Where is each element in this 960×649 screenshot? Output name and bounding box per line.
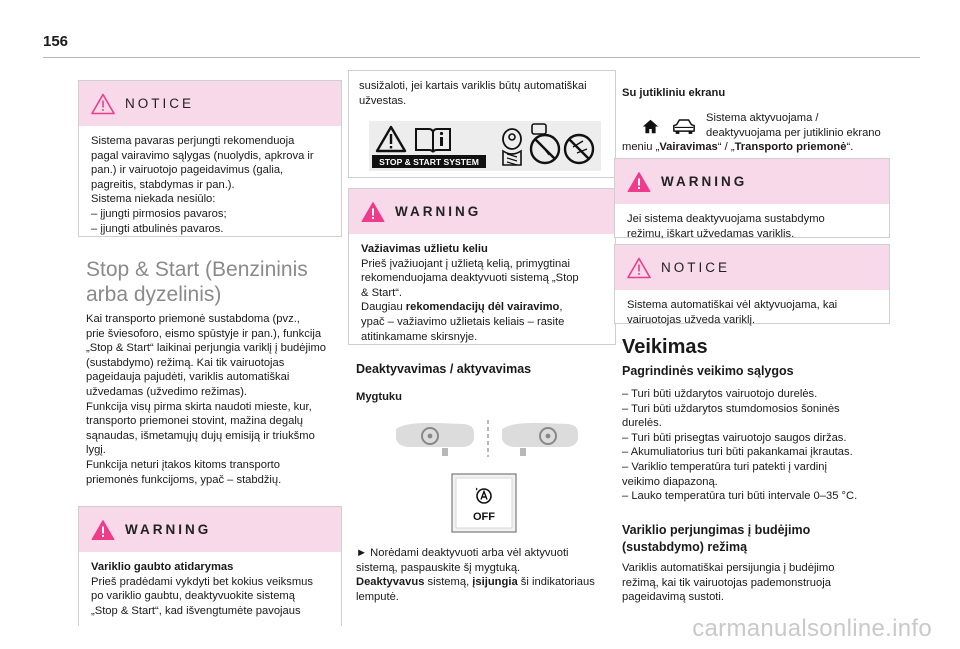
warning-box-hood	[78, 506, 342, 626]
touch-line: Sistema aktyvuojama /	[706, 112, 819, 124]
notice-header	[615, 245, 889, 290]
body-line: užvedamas (užvedimo režimas).	[86, 385, 248, 398]
body-line: Funkcija visų pirma skirta naudoti mieste, kur,	[86, 400, 312, 413]
condition-line: – Turi būti prisegtas vairuotojo saugos diržas.	[622, 431, 847, 444]
warning-icon	[627, 171, 651, 193]
dashboard-right-icon	[502, 423, 578, 456]
text-run-bold: Deaktyvavus	[356, 576, 425, 589]
warning-body	[79, 552, 341, 624]
notice-line: Sistema niekada nesiūlo:	[91, 193, 216, 206]
text-run: sistemą,	[424, 576, 473, 589]
stop-start-system-sign	[369, 121, 601, 171]
notice-line: pagal vairavimo sąlygas (nuolydis, apkrova ir	[91, 149, 314, 162]
body-line: prie šviesoforo, eismo spūstyje ir pan.), funkcija	[86, 327, 322, 340]
warning-line-mixed	[361, 300, 603, 315]
sss-box-text	[359, 79, 587, 108]
sss-line: susižaloti, jei kartais variklis būtų automatiškai	[359, 80, 587, 92]
heading-line: arba dyzelinis)	[86, 283, 222, 306]
notice-line: vairuotojas užveda variklį.	[627, 313, 756, 326]
warning-header	[615, 159, 889, 204]
body-line: Kai transporto priemonė sustabdoma (pvz.,	[86, 313, 300, 325]
warning-title: WARNING	[661, 174, 748, 189]
instruction-line: lemputė.	[356, 590, 399, 603]
off-label: OFF	[473, 511, 495, 523]
notice-body	[615, 290, 889, 333]
stop-start-heading	[86, 257, 308, 307]
warning-line: & Start“.	[361, 286, 403, 299]
notice-box-gears	[78, 80, 342, 237]
text-run: meniu „	[622, 141, 660, 154]
conditions-heading: Pagrindinės veikimo sąlygos	[622, 364, 794, 378]
body-line: „Stop & Start“ laikinai perjungia variklį į budėjimo	[86, 342, 327, 355]
warning-title: WARNING	[125, 522, 212, 537]
warning-line: po variklio gaubtu, deaktyvuokite sistemą	[91, 590, 295, 603]
warning-box-flooded	[348, 188, 616, 345]
condition-line: veikimo diapazoną.	[622, 475, 718, 488]
sign-label: STOP & START SYSTEM	[379, 157, 479, 167]
text-run: ,	[559, 301, 563, 314]
warning-icon	[361, 201, 385, 223]
warning-line: Jei sistema deaktyvuojama sustabdymo	[627, 213, 825, 225]
text-run-bold: įsijungia	[472, 576, 518, 589]
text-run-bold: Transporto priemonė	[734, 141, 847, 154]
conditions-list	[622, 387, 857, 504]
condition-line: – Turi būti uždarytos vairuotojo durelės.	[622, 388, 818, 400]
warning-body	[349, 234, 615, 350]
notice-body	[79, 126, 341, 242]
sss-line: užvestas.	[359, 94, 407, 107]
instruction-line-mixed	[356, 575, 595, 590]
instruction-line: ► Norėdami deaktyvuoti arba vėl aktyvuoti	[356, 547, 569, 559]
text-run-bold: Vairavimas	[659, 141, 718, 154]
warning-line: ypač – važiavimo užlietais keliais – rasite	[361, 315, 565, 328]
warning-bold-line: Variklio gaubto atidarymas	[91, 561, 234, 573]
deactivation-heading: Deaktyvavimas / aktyvavimas	[356, 362, 532, 376]
warning-icon	[91, 519, 115, 541]
warning-line: rekomenduojama deaktyvuoti sistemą „Stop	[361, 272, 579, 285]
warning-header	[349, 189, 615, 234]
warning-line: Prieš įvažiuojant į užlietą kelią, primygtinai	[361, 257, 570, 270]
condition-line: – Lauko temperatūra turi būti intervale 0–35 °C.	[622, 490, 858, 503]
condition-line: – Variklio temperatūra turi patekti į vardinį	[622, 460, 827, 473]
condition-line: – Akumuliatorius turi būti pakankamai įkrautas.	[622, 446, 853, 459]
standby-heading-line: Variklio perjungimas į budėjimo	[622, 523, 811, 537]
body-line: (sustabdymo) režimą. Kai tik vairuotojas	[86, 356, 285, 369]
dashboard-left-icon	[396, 423, 474, 456]
header-rule	[43, 57, 920, 58]
standby-line: režimą, kai tik vairuotojas pademonstruoja	[622, 576, 831, 589]
warning-bold-line: Važiavimas užlietu keliu	[361, 243, 488, 255]
body-line: Funkcija neturi įtakos kitoms transporto	[86, 458, 280, 471]
notice-line: pan.) ir vairuotojo pageidavimus (galia,	[91, 164, 284, 177]
button-subheading: Mygtuku	[356, 391, 402, 403]
standby-heading-line: (sustabdymo) režimą	[622, 540, 748, 554]
notice-line: pagreitis, stabdymas ir pan.).	[91, 178, 235, 191]
condition-line: – Turi būti uždarytos stumdomosios šoninės	[622, 402, 840, 415]
button-instruction	[356, 546, 595, 604]
instruction-line: sistemą, paspauskite šį mygtuką.	[356, 561, 521, 574]
notice-title: NOTICE	[125, 96, 195, 111]
text-run-bold: rekomendacijų dėl vairavimo	[405, 301, 560, 314]
standby-body	[622, 561, 834, 605]
notice-header	[79, 81, 341, 126]
notice-title: NOTICE	[661, 260, 731, 275]
text-run: Daugiau	[361, 301, 406, 314]
body-line: sąnaudas, išmetamųjų dujų emisiją ir triukšmo	[86, 429, 315, 442]
touch-line-mixed	[622, 140, 894, 155]
stop-start-button-illustration	[396, 417, 580, 535]
touch-line: deaktyvuojama per jutiklinio ekrano	[706, 126, 881, 139]
condition-line: durelės.	[622, 417, 662, 430]
touchscreen-text	[622, 111, 894, 155]
standby-line: pageidavimą sustoti.	[622, 591, 724, 604]
page-number: 156	[43, 33, 69, 50]
text-run: “.	[846, 141, 854, 154]
body-line: pageidauja pajudėti, variklis automatiškai	[86, 371, 290, 384]
heading-line: Stop & Start (Benzininis	[86, 258, 308, 281]
stop-start-sign-box	[348, 70, 616, 178]
text-run: “ / „	[717, 141, 735, 154]
body-line: priemonės funkcijoms, ypač – stabdžių.	[86, 473, 282, 486]
notice-line: – įjungti atbulinės pavaros.	[91, 222, 224, 235]
touchscreen-subheading: Su jutikliniu ekranu	[622, 87, 726, 99]
stop-start-body	[86, 312, 326, 487]
watermark: carmanualsonline.info	[692, 615, 932, 642]
warning-body	[615, 204, 889, 247]
warning-title: WARNING	[395, 204, 482, 219]
warning-box-standby	[614, 158, 890, 238]
operation-heading: Veikimas	[622, 336, 708, 358]
notice-box-reactivation	[614, 244, 890, 324]
notice-line: Sistema pavaras perjungti rekomenduoja	[91, 135, 295, 147]
standby-heading	[622, 522, 810, 556]
notice-warning-icon	[627, 257, 651, 279]
body-line: transporto priemonei stovint, mažina degalų	[86, 415, 304, 428]
notice-line: Sistema automatiškai vėl aktyvuojama, kai	[627, 299, 838, 311]
warning-line: „Stop & Start“, kad išvengtumėte pavojaus	[91, 604, 301, 617]
standby-line: Variklis automatiškai persijungia į budėjimo	[622, 562, 835, 574]
warning-line: atitinkamame skirsnyje.	[361, 330, 478, 343]
warning-line: režimu, iškart užvedamas variklis.	[627, 227, 795, 240]
notice-line: – įjungti pirmosios pavaros;	[91, 207, 227, 220]
notice-warning-icon	[91, 93, 115, 115]
body-line: lygį.	[86, 444, 106, 457]
warning-line: Prieš pradėdami vykdyti bet kokius veiksmus	[91, 575, 313, 588]
text-run: ši indikatoriaus	[517, 576, 595, 589]
warning-header	[79, 507, 341, 552]
